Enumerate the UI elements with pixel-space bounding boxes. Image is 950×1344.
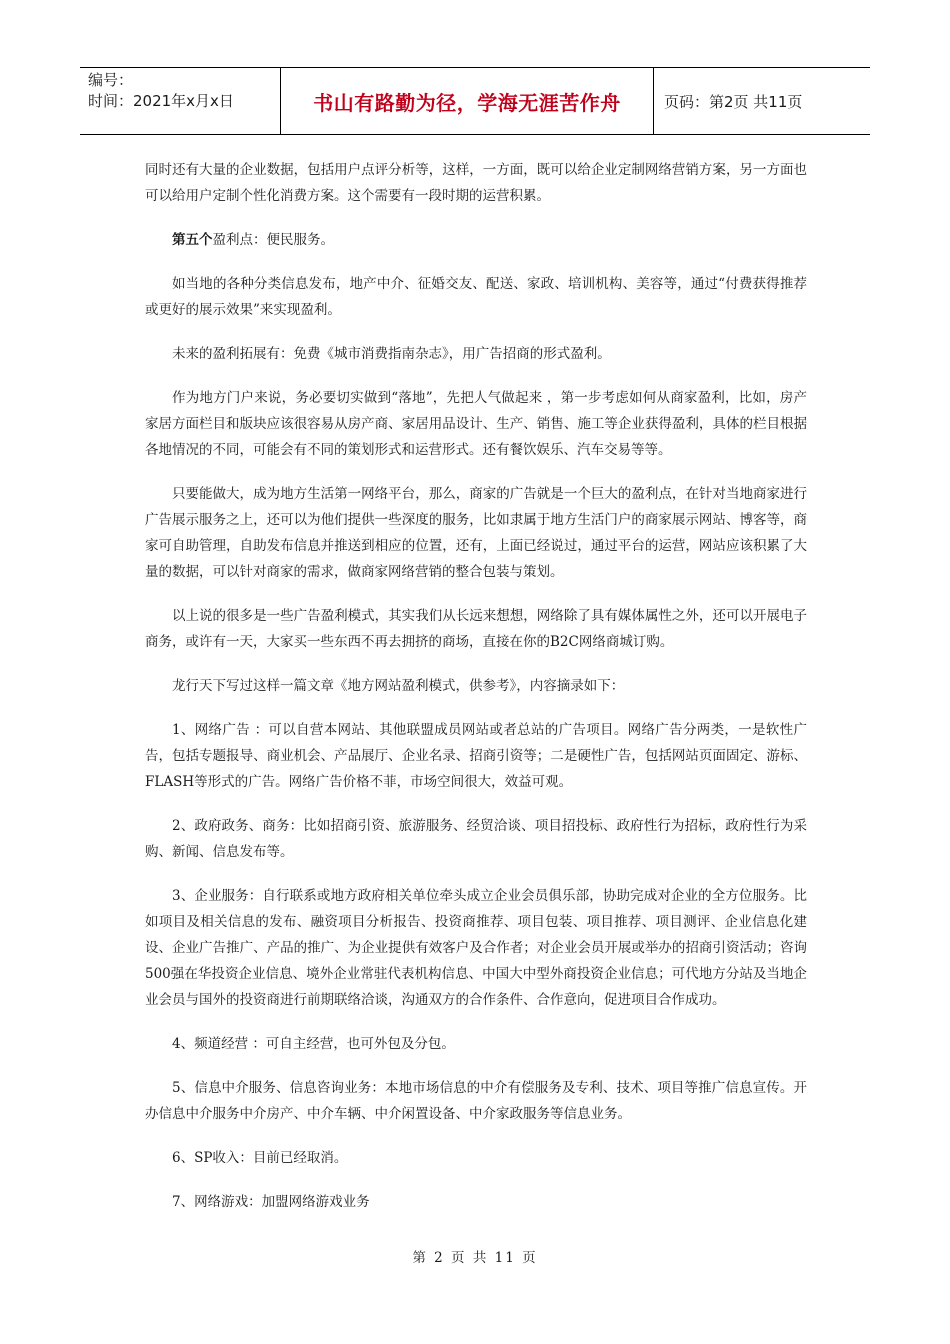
paragraph: 第五个盈利点：便民服务。 [172,232,334,248]
paragraph: 只要能做大，成为地方生活第一网络平台，那么，商家的广告就是一个巨大的盈利点，在针对当地商家进行广告展示服务之上，还可以为他们提供一些深度的服务，比如隶属于地方生活门户的商家展示网站、博客等，商家可自助管理，自助发布信息并推送到相应的位置，还有，上面已经说过，通过平台的运营，网站应该积累了大量的数据，可以针对商家的需求，做商家网络营销的整合包装与策划。 [145,486,807,580]
document-body [145,157,807,1233]
paragraph: 作为地方门户来说，务必要切实做到“落地”，先把人气做起来 ，第一步考虑如何从商家盈利，比如，房产家居方面栏目和版块应该很容易从房产商、家居用品设计、生产、销售、施工等企业获得盈利，具体的栏目根据各地情况的不同，可能会有不同的策划形式和运营形式。还有餐饮娱乐、汽车交易等等。 [145,390,807,458]
list-item: 1、网络广告 ：可以自营本网站、其他联盟成员网站或者总站的广告项目。网络广告分两类，一是软性广告，包括专题报导、商业机会、产品展厅、企业名录、招商引资等；二是硬性广告，包括网站页面固定、游标、 FLASH等形式的广告。网络广告价格不菲，市场空间很大，效益可观。 [145,722,807,790]
paragraph: 未来的盈利拓展有：免费《城市消费指南杂志》，用广告招商的形式盈利。 [172,346,611,362]
document-date-label: 时间：2021年x月x日 [88,92,234,110]
list-item: 6、SP收入：目前已经取消。 [172,1150,348,1166]
page-footer: 第 2 页 共 11 页 [412,1250,538,1266]
paragraph: 龙行天下写过这样一篇文章《地方网站盈利模式，供参考》，内容摘录如下： [172,678,625,694]
paragraph-lead: 第五个 [172,232,213,248]
header-motto: 书山有路勤为径，学海无涯苦作舟 [281,68,654,134]
list-item: 4、频道经营 ：可自主经营，也可外包及分包。 [172,1036,455,1052]
document-number-label: 编号： [88,71,134,89]
list-item: 3、企业服务：自行联系或地方政府相关单位牵头成立企业会员俱乐部，协助完成对企业的全方位服务。比如项目及相关信息的发布、融资项目分析报告、投资商推荐、项目包装、项目推荐、项目测评、企业信息化建设、企业广告推广、产品的推广、为企业提供有效客户及合作者；对企业会员开展或举办的招商引资活动；咨询 500强在华投资企业信息、境外企业常驻代表机构信息、中国大中型外商投资企业信息；可代地方分站及当地企业会员与国外的投资商进行前期联络洽谈，沟通双方的合作条件、合作意向，促进项目合作成功。 [145,888,807,1008]
page-header [80,67,870,135]
paragraph: 同时还有大量的企业数据，包括用户点评分析等，这样，一方面，既可以给企业定制网络营销方案，另一方面也可以给用户定制个性化消费方案。这个需要有一段时期的运营积累。 [145,162,807,204]
paragraph: 以上说的很多是一些广告盈利模式，其实我们从长远来想想，网络除了具有媒体属性之外，还可以开展电子商务，或许有一天，大家买一些东西不再去拥挤的商场，直接在你的B2C网络商城订购。 [145,608,807,650]
header-meta [80,68,281,134]
paragraph: 如当地的各种分类信息发布，地产中介、征婚交友、配送、家政、培训机构、美容等，通过“付费获得推荐或更好的展示效果”来实现盈利。 [145,276,807,318]
list-item: 5、信息中介服务、信息咨询业务：本地市场信息的中介有偿服务及专利、技术、项目等推广信息宣传。开办信息中介服务中介房产、中介车辆、中介闲置设备、中介家政服务等信息业务。 [145,1080,807,1122]
header-page-label: 页码：第2页 共11页 [664,92,803,111]
list-item: 2、政府政务、商务：比如招商引资、旅游服务、经贸洽谈、项目招投标、政府性行为招标，政府性行为采购、新闻、信息发布等。 [145,818,807,860]
list-item: 7、网络游戏：加盟网络游戏业务 [172,1194,370,1210]
